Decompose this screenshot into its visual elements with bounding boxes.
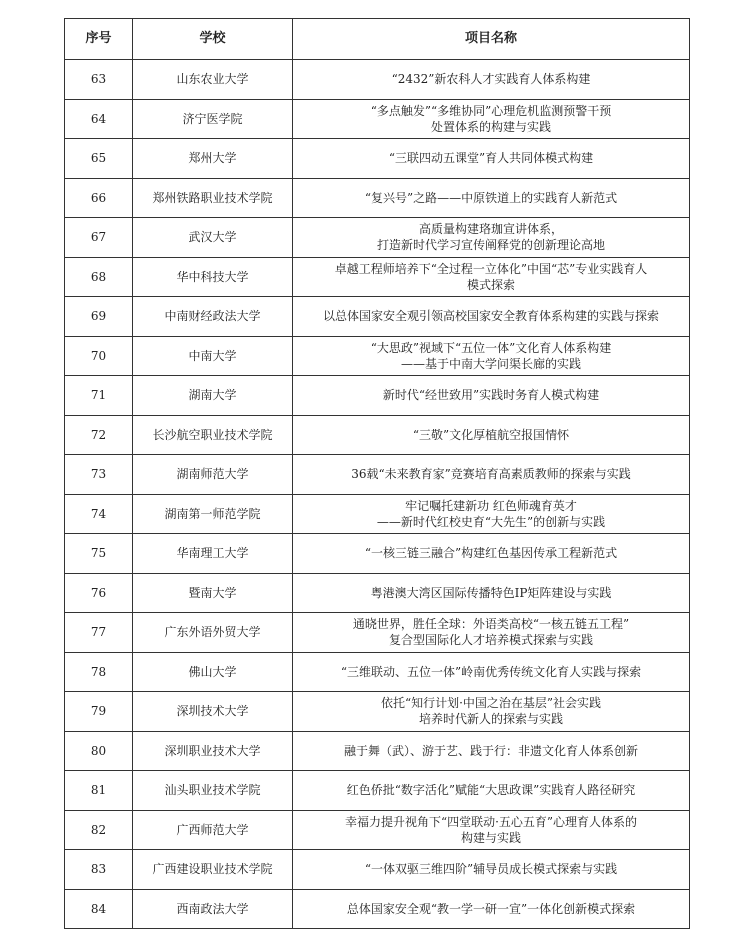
row-number: 69 bbox=[65, 297, 133, 337]
row-school: 佛山大学 bbox=[133, 652, 293, 692]
row-school: 湖南师范大学 bbox=[133, 455, 293, 495]
row-number: 79 bbox=[65, 692, 133, 732]
row-number: 73 bbox=[65, 455, 133, 495]
row-school: 郑州铁路职业技术学院 bbox=[133, 178, 293, 218]
table-row bbox=[65, 534, 690, 574]
row-number: 81 bbox=[65, 771, 133, 811]
row-school: 中南大学 bbox=[133, 336, 293, 376]
row-project-name: “三维联动、五位一体”岭南优秀传统文化育人实践与探索 bbox=[293, 652, 690, 692]
table-row bbox=[65, 139, 690, 179]
row-school: 武汉大学 bbox=[133, 218, 293, 258]
row-project-name: 新时代“经世致用”实践时务育人模式构建 bbox=[293, 376, 690, 416]
row-project-name: 融于舞（武）、游于艺、践于行：非遗文化育人体系创新 bbox=[293, 731, 690, 771]
row-project-name: 粤港澳大湾区国际传播特色IP矩阵建设与实践 bbox=[293, 573, 690, 613]
table-row bbox=[65, 297, 690, 337]
row-number: 71 bbox=[65, 376, 133, 416]
row-school: 广西建设职业技术学院 bbox=[133, 850, 293, 890]
row-number: 80 bbox=[65, 731, 133, 771]
row-project-name: 通晓世界，胜任全球：外语类高校“一核五链五工程” 复合型国际化人才培养模式探索与实践 bbox=[293, 613, 690, 653]
row-number: 82 bbox=[65, 810, 133, 850]
row-number: 64 bbox=[65, 99, 133, 139]
row-project-name: “多点触发”“多维协同”心理危机监测预警干预 处置体系的构建与实践 bbox=[293, 99, 690, 139]
table-header-row bbox=[65, 19, 690, 60]
row-number: 65 bbox=[65, 139, 133, 179]
row-school: 深圳职业技术大学 bbox=[133, 731, 293, 771]
row-project-name: 红色侨批“数字活化”赋能“大思政课”实践育人路径研究 bbox=[293, 771, 690, 811]
row-school: 深圳技术大学 bbox=[133, 692, 293, 732]
header-number: 序号 bbox=[65, 19, 133, 60]
project-list-table bbox=[64, 18, 690, 929]
row-project-name: 依托“知行计划·中国之治在基层”社会实践 培养时代新人的探索与实践 bbox=[293, 692, 690, 732]
row-project-name: 高质量构建珞珈宣讲体系， 打造新时代学习宣传阐释党的创新理论高地 bbox=[293, 218, 690, 258]
row-project-name: 卓越工程师培养下“全过程一立体化”中国“芯”专业实践育人 模式探索 bbox=[293, 257, 690, 297]
row-number: 63 bbox=[65, 60, 133, 100]
row-school: 中南财经政法大学 bbox=[133, 297, 293, 337]
table-row bbox=[65, 810, 690, 850]
row-number: 74 bbox=[65, 494, 133, 534]
table-body bbox=[65, 60, 690, 929]
table-row bbox=[65, 60, 690, 100]
table-row bbox=[65, 257, 690, 297]
row-number: 76 bbox=[65, 573, 133, 613]
row-number: 66 bbox=[65, 178, 133, 218]
row-school: 西南政法大学 bbox=[133, 889, 293, 929]
table-row bbox=[65, 218, 690, 258]
table-row bbox=[65, 771, 690, 811]
table-row bbox=[65, 376, 690, 416]
row-school: 华南理工大学 bbox=[133, 534, 293, 574]
row-school: 济宁医学院 bbox=[133, 99, 293, 139]
header-project-name: 项目名称 bbox=[293, 19, 690, 60]
row-school: 广西师范大学 bbox=[133, 810, 293, 850]
row-project-name: “大思政”视域下“五位一体”文化育人体系构建 ——基于中南大学问渠长廊的实践 bbox=[293, 336, 690, 376]
row-number: 68 bbox=[65, 257, 133, 297]
row-project-name: “一体双驱三维四阶”辅导员成长模式探索与实践 bbox=[293, 850, 690, 890]
row-number: 70 bbox=[65, 336, 133, 376]
row-school: 郑州大学 bbox=[133, 139, 293, 179]
table-row bbox=[65, 692, 690, 732]
table-row bbox=[65, 494, 690, 534]
table-row bbox=[65, 415, 690, 455]
row-school: 华中科技大学 bbox=[133, 257, 293, 297]
row-number: 78 bbox=[65, 652, 133, 692]
row-school: 汕头职业技术学院 bbox=[133, 771, 293, 811]
table-row bbox=[65, 731, 690, 771]
row-school: 湖南第一师范学院 bbox=[133, 494, 293, 534]
row-project-name: “一核三链三融合”构建红色基因传承工程新范式 bbox=[293, 534, 690, 574]
row-number: 84 bbox=[65, 889, 133, 929]
header-school: 学校 bbox=[133, 19, 293, 60]
table-row bbox=[65, 652, 690, 692]
row-project-name: 36载“未来教育家”竞赛培育高素质教师的探索与实践 bbox=[293, 455, 690, 495]
table-row bbox=[65, 178, 690, 218]
row-school: 湖南大学 bbox=[133, 376, 293, 416]
row-number: 77 bbox=[65, 613, 133, 653]
table-row bbox=[65, 573, 690, 613]
row-project-name: “2432”新农科人才实践育人体系构建 bbox=[293, 60, 690, 100]
table-row bbox=[65, 850, 690, 890]
row-school: 暨南大学 bbox=[133, 573, 293, 613]
table-row bbox=[65, 99, 690, 139]
row-school: 广东外语外贸大学 bbox=[133, 613, 293, 653]
table-row bbox=[65, 889, 690, 929]
row-number: 75 bbox=[65, 534, 133, 574]
row-school: 山东农业大学 bbox=[133, 60, 293, 100]
table-row bbox=[65, 613, 690, 653]
row-school: 长沙航空职业技术学院 bbox=[133, 415, 293, 455]
row-number: 83 bbox=[65, 850, 133, 890]
row-project-name: 幸福力提升视角下“四堂联动·五心五育”心理育人体系的 构建与实践 bbox=[293, 810, 690, 850]
row-number: 67 bbox=[65, 218, 133, 258]
row-project-name: “三联四动五课堂”育人共同体模式构建 bbox=[293, 139, 690, 179]
table-row bbox=[65, 455, 690, 495]
row-project-name: “复兴号”之路——中原铁道上的实践育人新范式 bbox=[293, 178, 690, 218]
row-project-name: 牢记嘱托建新功 红色师魂育英才 ——新时代红校史育“大先生”的创新与实践 bbox=[293, 494, 690, 534]
row-project-name: 以总体国家安全观引领高校国家安全教育体系构建的实践与探索 bbox=[293, 297, 690, 337]
table-row bbox=[65, 336, 690, 376]
row-project-name: 总体国家安全观“教一学一研一宣”一体化创新模式探索 bbox=[293, 889, 690, 929]
row-project-name: “三敬”文化厚植航空报国情怀 bbox=[293, 415, 690, 455]
row-number: 72 bbox=[65, 415, 133, 455]
